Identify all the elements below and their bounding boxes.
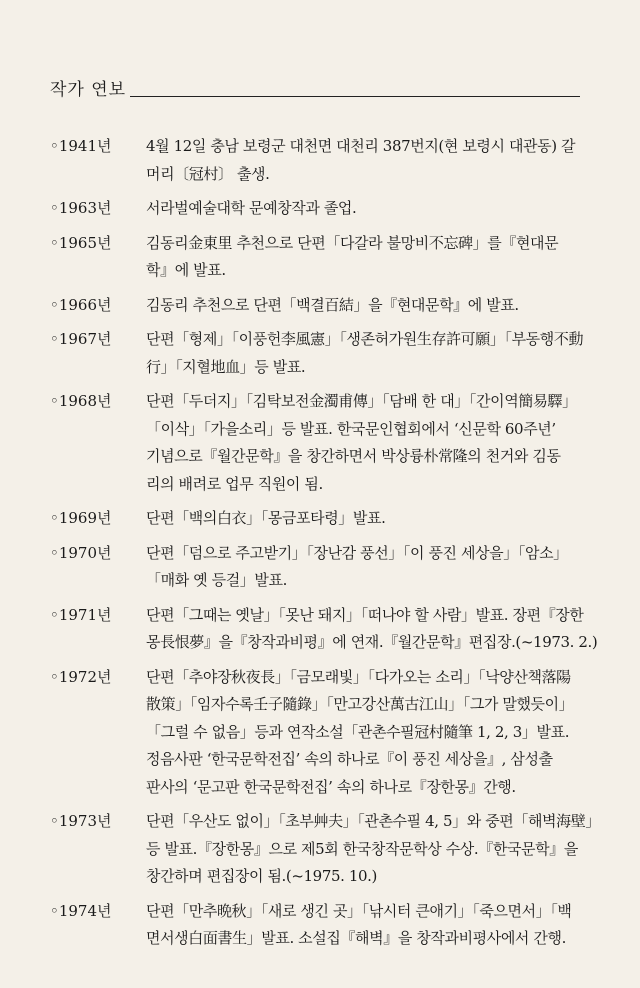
entry-text-line: 몽長恨夢』을『창작과비평』에 연재.『월간문학』편집장.(~1973. 2.) bbox=[146, 633, 598, 651]
chronology-entry bbox=[50, 808, 600, 891]
entry-text-line: 기념으로『월간문학』을 창간하면서 박상륭朴常隆의 천거와 김동 bbox=[146, 447, 561, 465]
entry-text-line: 「그럴 수 없음」등과 연작소설「관촌수필冠村隨筆 1, 2, 3」발표. bbox=[146, 722, 570, 741]
entry-description bbox=[146, 540, 590, 595]
chronology-entry bbox=[50, 664, 590, 802]
chronology-entry bbox=[50, 898, 590, 953]
entry-text-line: 散策」「임자수록壬子隨錄」「만고강산萬古江山」「그가 말했듯이」 bbox=[146, 695, 574, 713]
chronology-entry bbox=[50, 505, 590, 533]
entry-year: ◦1969년 bbox=[50, 509, 112, 527]
entry-text-line: 등 발표.『장한몽』으로 제5회 한국창작문학상 수상.『한국문학』을 bbox=[146, 839, 578, 858]
entry-text-line: 行」「지혈地血」등 발표. bbox=[146, 357, 306, 376]
entry-description bbox=[146, 808, 600, 891]
header-rule bbox=[130, 96, 580, 97]
page-header bbox=[50, 76, 580, 100]
entry-description bbox=[146, 388, 590, 498]
chronology-entry bbox=[50, 133, 590, 188]
entry-description bbox=[146, 505, 590, 533]
entry-text-line: 단편「그때는 옛날」「못난 돼지」「떠나야 할 사람」발표. 장편『장한 bbox=[146, 605, 584, 624]
entry-description bbox=[146, 602, 597, 657]
entry-text-line: 리의 배려로 업무 직원이 됨. bbox=[146, 474, 323, 493]
entry-year: ◦1972년 bbox=[50, 667, 112, 686]
chronology-entry bbox=[50, 540, 590, 595]
entry-text-line: 「이삭」「가을소리」등 발표. 한국문인협회에서 ‘신문학 60주년’ bbox=[146, 419, 556, 438]
entry-year: ◦1974년 bbox=[50, 901, 112, 920]
entry-year: ◦1967년 bbox=[50, 330, 112, 348]
entry-text-line: 단편「백의白衣」「몽금포타령」발표. bbox=[146, 509, 386, 527]
entry-description bbox=[146, 292, 590, 320]
entry-text-line: 「매화 옛 등걸」발표. bbox=[146, 571, 287, 589]
entry-description bbox=[146, 133, 590, 188]
chronology-entry bbox=[50, 388, 590, 498]
chronology-entry bbox=[50, 292, 590, 320]
entry-description bbox=[146, 195, 590, 223]
entry-text-line: 단편「우산도 없이」「초부艸夫」「관촌수필 4, 5」와 중편「해벽海壁」 bbox=[146, 812, 600, 830]
chronology-entry bbox=[50, 195, 590, 223]
entry-text-line: 면서생白面書生」발표. 소설집『해벽』을 창작과비평사에서 간행. bbox=[146, 929, 566, 947]
entry-text-line: 창간하며 편집장이 됨.(~1975. 10.) bbox=[146, 867, 377, 885]
chronology-list bbox=[50, 133, 600, 960]
entry-text-line: 서라벌예술대학 문예창작과 졸업. bbox=[146, 199, 357, 217]
entry-year: ◦1968년 bbox=[50, 392, 112, 410]
entry-year: ◦1966년 bbox=[50, 295, 112, 314]
chronology-entry bbox=[50, 602, 598, 657]
entry-text-line: 김동리金東里 추천으로 단편「다갈라 불망비不忘碑」를『현대문 bbox=[146, 233, 559, 252]
entry-description bbox=[146, 898, 590, 953]
entry-text-line: 김동리 추천으로 단편「백결百結」을『현대문학』에 발표. bbox=[146, 295, 519, 314]
entry-text-line: 단편「추야장秋夜長」「금모래빛」「다가오는 소리」「낙양산책落陽 bbox=[146, 667, 571, 686]
entry-text-line: 4월 12일 충남 보령군 대천면 대천리 387번지(현 보령시 대관동) 갈 bbox=[146, 137, 576, 155]
entry-text-line: 정음사판 ‘한국문학전집’ 속의 하나로『이 풍진 세상을』, 삼성출 bbox=[146, 750, 553, 768]
entry-text-line: 단편「덤으로 주고받기」「장난감 풍선」「이 풍진 세상을」「암소」 bbox=[146, 543, 568, 562]
entry-year: ◦1970년 bbox=[50, 543, 112, 562]
entry-year: ◦1971년 bbox=[50, 605, 112, 624]
entry-text-line: 단편「두더지」「김탁보전金濁甫傳」「담배 한 대」「간이역簡易驛」 bbox=[146, 392, 577, 410]
page-title: 작가 연보 bbox=[50, 80, 127, 100]
entry-year: ◦1941년 bbox=[50, 137, 112, 155]
entry-text-line: 머리〔冠村〕 출생. bbox=[146, 164, 270, 183]
entry-description bbox=[146, 230, 590, 285]
entry-year: ◦1963년 bbox=[50, 199, 112, 217]
entry-description bbox=[146, 664, 590, 802]
entry-text-line: 단편「만추晩秋」「새로 생긴 곳」「낚시터 큰애기」「죽으면서」「백 bbox=[146, 901, 572, 920]
entry-year: ◦1965년 bbox=[50, 233, 112, 252]
entry-text-line: 단편「형제」「이풍헌李風憲」「생존허가원生存許可願」「부동행不動 bbox=[146, 330, 584, 348]
entry-text-line: 학』에 발표. bbox=[146, 261, 226, 279]
chronology-entry bbox=[50, 230, 590, 285]
entry-text-line: 판사의 ‘문고판 한국문학전집’ 속의 하나로『장한몽』간행. bbox=[146, 777, 516, 796]
chronology-entry bbox=[50, 326, 590, 381]
entry-description bbox=[146, 326, 590, 381]
entry-year: ◦1973년 bbox=[50, 812, 112, 830]
